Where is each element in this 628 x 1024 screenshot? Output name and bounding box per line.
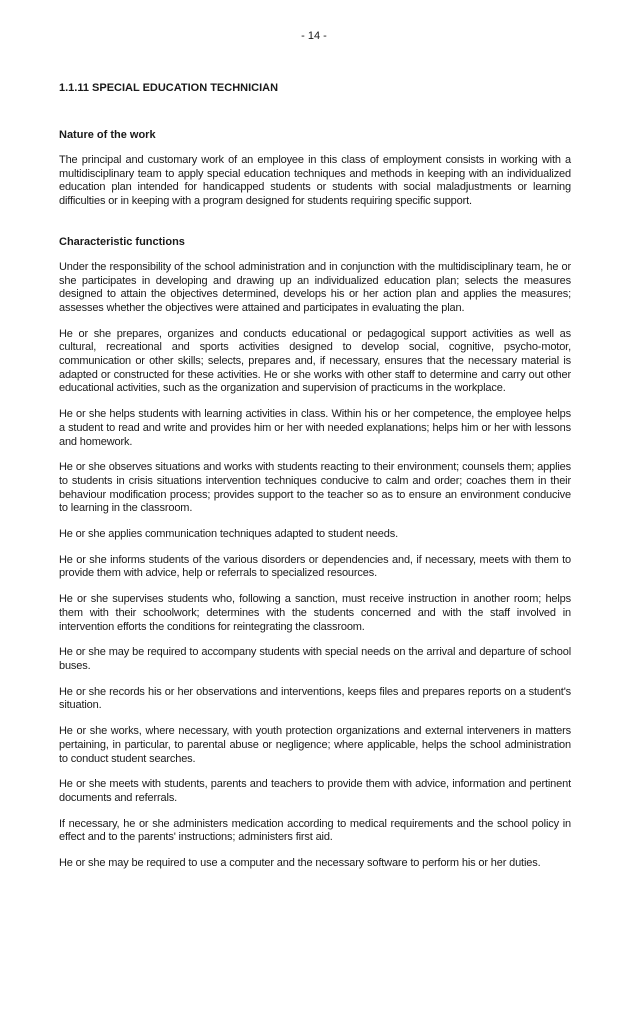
function-paragraph: He or she may be required to accompany students with special needs on the arrival and departure of school buses. — [59, 646, 571, 672]
function-paragraph: He or she may be required to use a computer and the necessary software to perform his or her duties. — [59, 857, 541, 870]
function-paragraph: He or she helps students with learning activities in class. Within his or her competence, the employee helps a student to read and write and provides him or her with needed explanations; helps him or her with lessons and homework. — [59, 408, 571, 448]
function-paragraph: He or she applies communication techniques adapted to student needs. — [59, 528, 398, 541]
document-body — [59, 81, 571, 871]
function-paragraph: He or she informs students of the various disorders or dependencies and, if necessary, meets with them to provide them with advice, help or referrals to specialized resources. — [59, 553, 571, 580]
function-paragraph: He or she meets with students, parents and teachers to provide them with advice, information and pertinent documents and referrals. — [59, 778, 571, 804]
nature-of-work-text: The principal and customary work of an employee in this class of employment consists in working with a multidisciplinary team to apply special education techniques and methods in keeping with an individualized education plan intended for handicapped students or students with social maladjustments or learning difficulties or in keeping with a program designed for students requiring specific support. — [59, 154, 571, 208]
function-paragraph: He or she prepares, organizes and conducts educational or pedagogical support activities as well as cultural, recreational and sports activities designed to develop social, cognitive, psycho-motor, communication or other skills; selects, prepares and, if necessary, ensures that the necessary material is adapted or constructed for these activities. He or she works with other staff to determine and carry out other educational activities, such as the organization and supervision of practicums in the workplace. — [59, 327, 571, 395]
function-paragraph: He or she observes situations and works with students reacting to their environment; counsels them; applies to students in crisis situations intervention techniques conducive to calm and order; coaches them in their behaviour modification process; provides support to the teacher so as to ensure an environment conducive to learning in the classroom. — [59, 461, 571, 515]
function-paragraph: He or she supervises students who, following a sanction, must receive instruction in another room; helps them with their schoolwork; determines with the students concerned and with the staff involved in intervention efforts the conditions for reintegrating the classroom. — [59, 593, 571, 633]
function-paragraph: If necessary, he or she administers medication according to medical requirements and the school policy in effect and to the parents' instructions; administers first aid. — [59, 817, 571, 844]
function-paragraph: Under the responsibility of the school administration and in conjunction with the multidisciplinary team, he or she participates in developing and drawing up an individualized education plan; selects the measures designed to attain the objectives determined, develops his or her action plan and applies the measures; assesses whether the objectives were attained and participates in evaluating the plan. — [59, 260, 571, 314]
nature-of-work-heading: Nature of the work — [59, 129, 156, 141]
page-number: - 14 - — [301, 30, 327, 42]
section-title: 1.1.11 SPECIAL EDUCATION TECHNICIAN — [59, 82, 279, 94]
function-paragraph: He or she works, where necessary, with youth protection organizations and external interveners in matters pertaining, in particular, to parental abuse or negligence; where applicable, helps the school administration to conduct student searches. — [59, 725, 571, 765]
characteristic-functions-heading: Characteristic functions — [59, 235, 185, 248]
function-paragraph: He or she records his or her observations and interventions, keeps files and prepares reports on a student's situation. — [59, 685, 571, 712]
